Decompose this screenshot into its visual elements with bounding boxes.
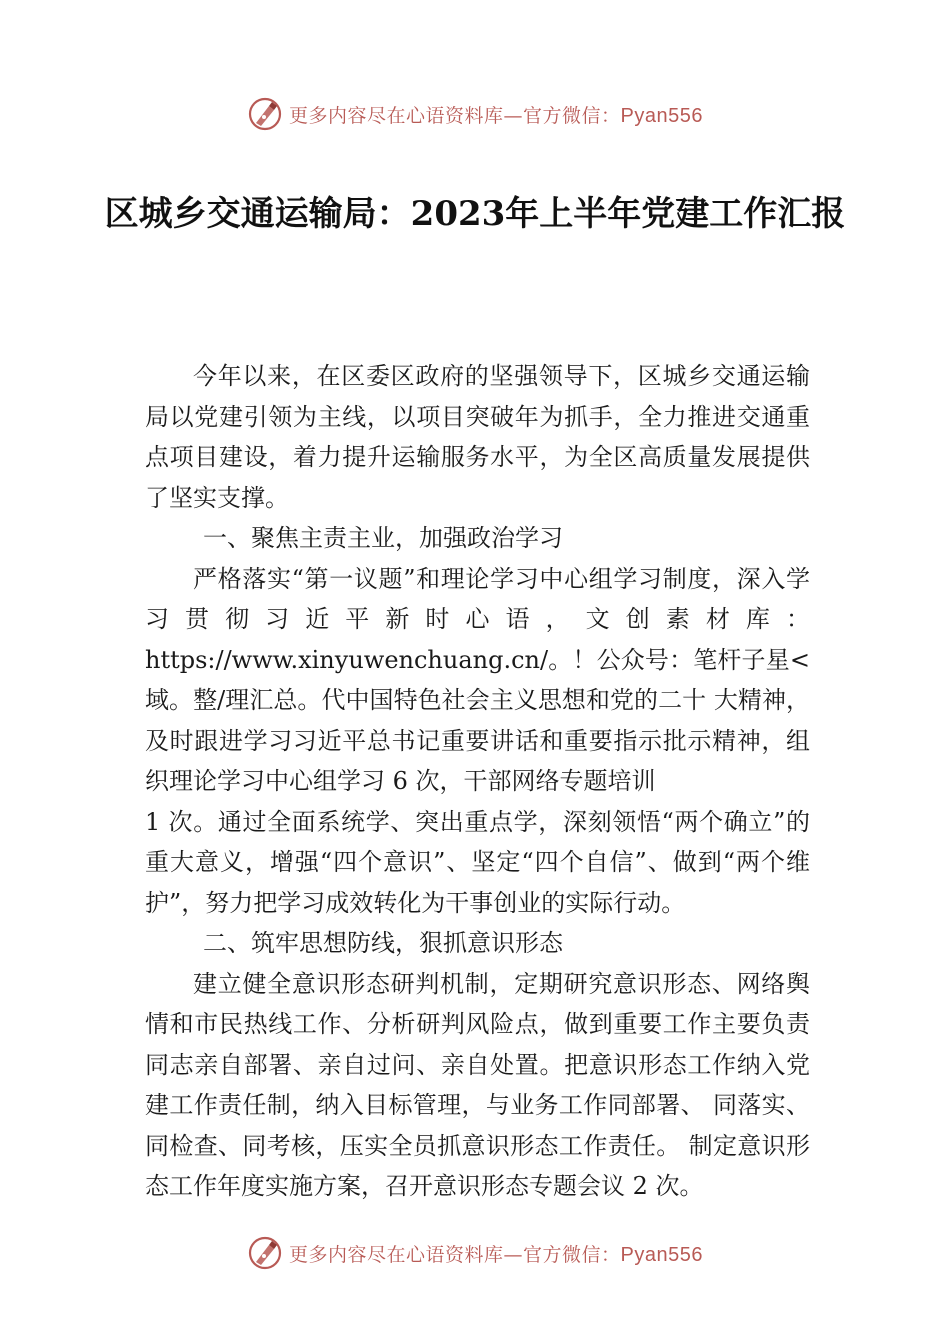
section-1-paragraph: 严格落实“第一议题”和理论学习中心组学习制度，深入学习贯彻习近平新时心语，文创素材库：https://www.xinyuwenchuang.cn/。！公众号：笔杆子星<域。整/理汇总。代中国特色社会主义思想和党的二十 大精神，及时跟进学习习近平总书记重要讲话和重要指示批示精神，组织理论学习中心组学习 6 次，干部网络专题培训 xyxy=(145,564,810,795)
watermark-banner-bottom xyxy=(0,1233,950,1273)
intro-paragraph: 今年以来，在区委区政府的坚强领导下，区城乡交通运输局以党建引领为主线，以项目突破年为抓手，全力推进交通重点项目建设，着力提升运输服务水平，为全区高质量发展提供了坚实支撑。 xyxy=(145,362,810,512)
watermark-label: 更多内容尽在心语资料库—官方微信： xyxy=(289,1243,621,1266)
watermark-account: Pyan556 xyxy=(620,104,703,127)
watermark-text xyxy=(289,1240,703,1267)
pen-nib-seal-icon xyxy=(247,1235,283,1271)
section-2-paragraph: 建立健全意识形态研判机制，定期研究意识形态、网络舆情和市民热线工作、分析研判风险点，做到重要工作主要负责同志亲自部署、亲自过问、亲自处置。把意识形态工作纳入党建工作责任制，纳入目标管理，与业务工作同部署、 同落实、同检查、同考核，压实全员抓意识形态工作责任。 制定意识形态工作年度实施方案，召开意识形态专题会议 2 次。 xyxy=(145,969,810,1200)
watermark-account: Pyan556 xyxy=(620,1243,703,1266)
watermark-banner-top xyxy=(0,94,950,134)
document-title: 区城乡交通运输局：2023年上半年党建工作汇报 xyxy=(104,194,846,234)
section-1-paragraph-continued: 1 次。通过全面系统学、突出重点学，深刻领悟“两个确立”的重大意义，增强“四个意识”、坚定“四个自信”、做到“两个维护”，努力把学习成效转化为干事创业的实际行动。 xyxy=(145,807,810,917)
watermark-text xyxy=(289,101,703,128)
document-body xyxy=(145,356,810,1207)
section-heading-1: 一、聚焦主责主业，加强政治学习 xyxy=(203,524,563,552)
pen-nib-seal-icon xyxy=(247,96,283,132)
watermark-label: 更多内容尽在心语资料库—官方微信： xyxy=(289,104,621,127)
section-heading-2: 二、筑牢思想防线，狠抓意识形态 xyxy=(203,929,563,957)
